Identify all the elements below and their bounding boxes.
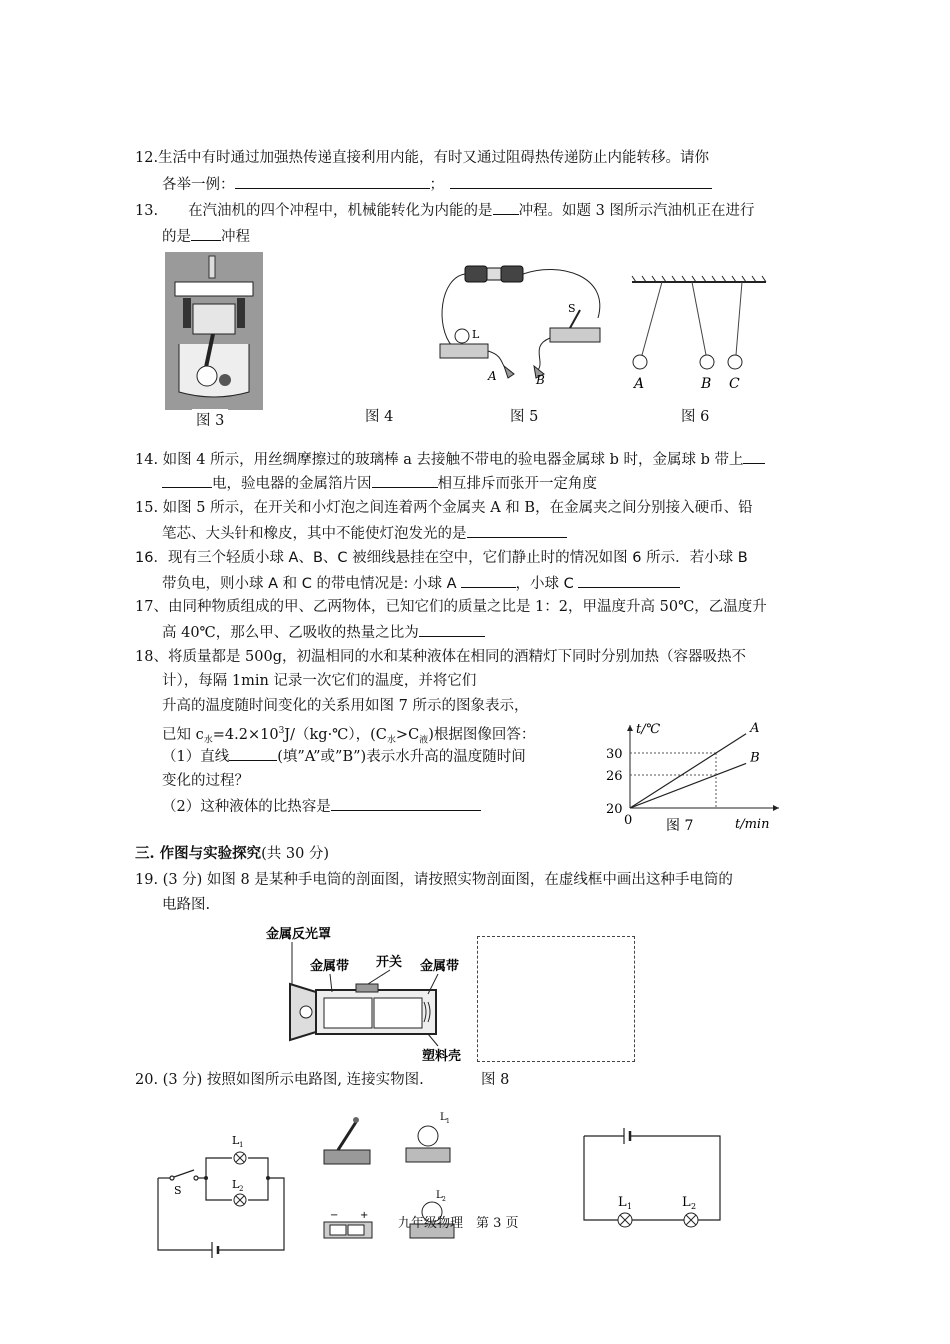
q14-text-a: 14. 如图 4 所示，用丝绸摩擦过的玻璃棒 a 去接触不带电的验电器金属球 b 时，金属球 b 带上 bbox=[135, 452, 744, 468]
q14-line2 bbox=[162, 473, 597, 494]
figure-5-circuit bbox=[430, 256, 610, 391]
circuit-diagram-left bbox=[150, 1130, 295, 1255]
q12-blank-1[interactable] bbox=[235, 174, 430, 189]
circuit-left-l1: L bbox=[232, 1134, 240, 1147]
switch-lever[interactable] bbox=[338, 1122, 356, 1150]
q18-p2: （2）这种液体的比热容是 bbox=[162, 799, 331, 815]
circuit-right-l2: L bbox=[682, 1195, 691, 1210]
q13-blank-1[interactable] bbox=[493, 200, 519, 215]
q13-text-c: 的是 bbox=[162, 229, 191, 245]
fig6-label-c: C bbox=[729, 376, 740, 392]
q17-line2 bbox=[162, 622, 485, 643]
q16-line1: 16．现有三个轻质小球 A、B、C 被细线悬挂在空中，它们静止时的情况如图 6 所示．若小球 B bbox=[135, 550, 748, 566]
q18-p1b: (填”A”或”B”)表示水升高的温度随时间 bbox=[277, 749, 526, 765]
chart7-ytick-label: 26 bbox=[606, 769, 623, 784]
q20-line1: 20. (3 分) 按照如图所示电路图, 连接实物图. bbox=[135, 1072, 424, 1088]
phys-l1: L bbox=[440, 1112, 447, 1123]
switch-base bbox=[324, 1150, 370, 1164]
q15-blank[interactable] bbox=[467, 523, 567, 538]
q18-l4a: 已知 c bbox=[162, 726, 204, 743]
q13-num: 13. bbox=[135, 203, 159, 219]
figure-6-pendulums bbox=[632, 278, 772, 393]
fig8-label-reflector: 金属反光罩 bbox=[266, 927, 332, 942]
q13-line2 bbox=[162, 226, 250, 247]
q18-line2: 计），每隔 1min 记录一次它们的温度，并将它们 bbox=[162, 673, 477, 689]
fig8-label-strip1: 金属带 bbox=[310, 959, 350, 974]
q13-line1 bbox=[135, 200, 755, 221]
figure-3-engine bbox=[165, 252, 263, 410]
q17-blank[interactable] bbox=[419, 622, 485, 637]
fig3-caption: 图 3 bbox=[192, 409, 228, 430]
q18-sub-liquid: 液 bbox=[419, 735, 429, 746]
answer-box-dashed[interactable] bbox=[477, 936, 635, 1062]
figure-7-chart bbox=[600, 700, 770, 835]
q14-blank-1a[interactable] bbox=[743, 449, 765, 464]
q16-text-a: 带负电，则小球 A 和 C 的带电情况是: 小球 A bbox=[162, 576, 457, 592]
fig6-label-b: B bbox=[701, 376, 712, 392]
fig6-caption: 图 6 bbox=[681, 409, 710, 425]
fig6-label-a: A bbox=[634, 376, 645, 392]
bulb-l1[interactable] bbox=[418, 1126, 438, 1146]
q12-line2-text: 各举一例： bbox=[162, 177, 235, 193]
q14-text-b: 电，验电器的金属箔片因 bbox=[212, 476, 372, 492]
q14-line1 bbox=[135, 449, 765, 470]
fig8-label-switch: 开关 bbox=[376, 955, 403, 970]
fig5-label-b: B bbox=[536, 373, 545, 387]
q18-sup: 3 bbox=[278, 726, 285, 736]
q14-blank-1b[interactable] bbox=[162, 473, 212, 488]
chart7-title: 图 7 bbox=[666, 818, 694, 834]
q18-blank-1[interactable] bbox=[229, 746, 277, 761]
fig8-label-shell: 塑料壳 bbox=[422, 1049, 462, 1064]
phys-l1-sub: 1 bbox=[446, 1118, 450, 1125]
q12-line1: 12.生活中有时通过加强热传递直接利用内能，有时又通过阻碍热传递防止内能转移。请你 bbox=[135, 150, 710, 166]
q13-blank-2[interactable] bbox=[191, 226, 221, 241]
q18-part2 bbox=[162, 796, 481, 817]
chart7-series-line-A bbox=[630, 734, 746, 808]
q13-text-d: 冲程 bbox=[221, 229, 250, 245]
page-footer: 九年级物理 第 3 页 bbox=[398, 1216, 519, 1231]
q16-blank-a[interactable] bbox=[461, 573, 516, 588]
circuit-left-l2-sub: 2 bbox=[239, 1185, 244, 1193]
q12-blank-2[interactable] bbox=[450, 174, 712, 189]
battery-plus: + bbox=[360, 1210, 369, 1221]
q14-blank-2[interactable] bbox=[372, 473, 438, 488]
circuit-right-l1: L bbox=[618, 1195, 627, 1210]
q15-line2 bbox=[162, 523, 567, 544]
q18-l4e: )根据图像回答： bbox=[428, 726, 536, 743]
chart7-xlabel: t/min bbox=[735, 817, 770, 832]
figure-8-flashlight bbox=[262, 920, 462, 1065]
chart7-x-arrow bbox=[773, 805, 779, 811]
q18-part1 bbox=[162, 746, 526, 767]
chart7-origin: 0 bbox=[624, 813, 633, 828]
chart7-y-arrow bbox=[627, 725, 633, 731]
fig5-label-l: L bbox=[472, 328, 480, 341]
q18-p1a: （1）直线 bbox=[162, 749, 230, 765]
circuit-right-l1-sub: 1 bbox=[627, 1202, 633, 1211]
section3-score: (共 30 分) bbox=[261, 846, 330, 862]
fig5-label-s: S bbox=[568, 302, 576, 315]
circuit-left-s: S bbox=[174, 1184, 182, 1197]
q16-text-b: ，小球 C bbox=[515, 576, 574, 592]
q17-line1: 17、由同种物质组成的甲、乙两物体，已知它们的质量之比是 1：2，甲温度升高 50℃，乙温度升 bbox=[135, 599, 767, 615]
q18-sub-water2: 水 bbox=[386, 735, 396, 746]
bulb-l1-base bbox=[406, 1148, 450, 1162]
q13-text-a: 在汽油机的四个冲程中，机械能转化为内能的是 bbox=[188, 203, 493, 219]
q17-text: 高 40℃，那么甲、乙吸收的热量之比为 bbox=[162, 625, 419, 641]
section3-title: 三. 作图与实验探究 bbox=[135, 845, 262, 862]
q15-text: 笔芯、大头针和橡皮，其中不能使灯泡发光的是 bbox=[162, 526, 467, 542]
q15-line1: 15. 如图 5 所示，在开关和小灯泡之间连着两个金属夹 A 和 B，在金属夹之间分别接入硬币、铅 bbox=[135, 500, 753, 516]
fig8-label-strip2: 金属带 bbox=[420, 959, 460, 974]
phys-l2: L bbox=[436, 1190, 443, 1201]
q18-line3: 升高的温度随时间变化的关系用如图 7 所示的图象表示， bbox=[162, 698, 529, 714]
engine-drawing bbox=[165, 252, 263, 410]
chart7-ytick-label: 30 bbox=[606, 747, 623, 762]
q16-blank-c[interactable] bbox=[578, 573, 680, 588]
chart7-ylabel: t/℃ bbox=[636, 722, 661, 737]
fig5-label-a: A bbox=[488, 369, 497, 383]
circuit-left-l2: L bbox=[232, 1178, 240, 1191]
q19-line1: 19. (3 分) 如图 8 是某种手电筒的剖面图，请按照实物剖面图，在虚线框中画出这种手电筒的 bbox=[135, 872, 733, 888]
q18-sub-water: 水 bbox=[203, 735, 213, 746]
circuit-right-l2-sub: 2 bbox=[691, 1202, 697, 1211]
q19-line2: 电路图. bbox=[162, 897, 211, 913]
fig5-caption: 图 5 bbox=[510, 409, 539, 425]
fig8-caption: 图 8 bbox=[481, 1072, 510, 1088]
chart7-series-line-B bbox=[630, 763, 746, 808]
q16-line2 bbox=[162, 573, 680, 594]
phys-l2-sub: 2 bbox=[442, 1196, 446, 1203]
q18-l4c: J/（kg·℃），(C bbox=[284, 726, 387, 743]
chart7-ytick-label: 20 bbox=[606, 802, 623, 817]
circuit-left-l1-sub: 1 bbox=[239, 1141, 244, 1149]
circuit-diagram-right bbox=[580, 1126, 725, 1236]
q14-text-c: 相互排斥而张开一定角度 bbox=[437, 476, 597, 492]
q18-part1-line2: 变化的过程？ bbox=[162, 773, 249, 789]
q18-line1: 18、将质量都是 500g，初温相同的水和某种液体在相同的酒精灯下同时分别加热（容器吸热不 bbox=[135, 649, 747, 665]
chart7-series-label-B: B bbox=[750, 750, 760, 766]
fig4-caption: 图 4 bbox=[365, 409, 394, 425]
q18-blank-2[interactable] bbox=[331, 796, 481, 811]
q12-line2 bbox=[162, 174, 712, 195]
battery-minus: − bbox=[330, 1210, 339, 1221]
chart7-series-label-A: A bbox=[750, 720, 760, 736]
q13-text-b: 冲程。如题 3 图所示汽油机正在进行 bbox=[518, 203, 755, 219]
q12-sep: ； bbox=[429, 177, 444, 193]
q18-l4d: >C bbox=[395, 726, 420, 743]
q18-l4b: =4.2×10 bbox=[212, 726, 279, 743]
section3-heading bbox=[135, 844, 329, 864]
